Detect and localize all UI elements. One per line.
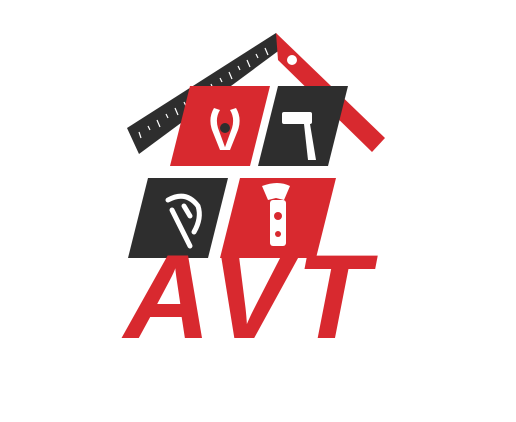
brand-letter-v: V: [211, 230, 292, 364]
brand-letter-t: T: [296, 230, 370, 364]
brand-letter-a: A: [124, 230, 211, 364]
brand-name: [121, 230, 378, 364]
hammer-icon: [258, 86, 348, 166]
